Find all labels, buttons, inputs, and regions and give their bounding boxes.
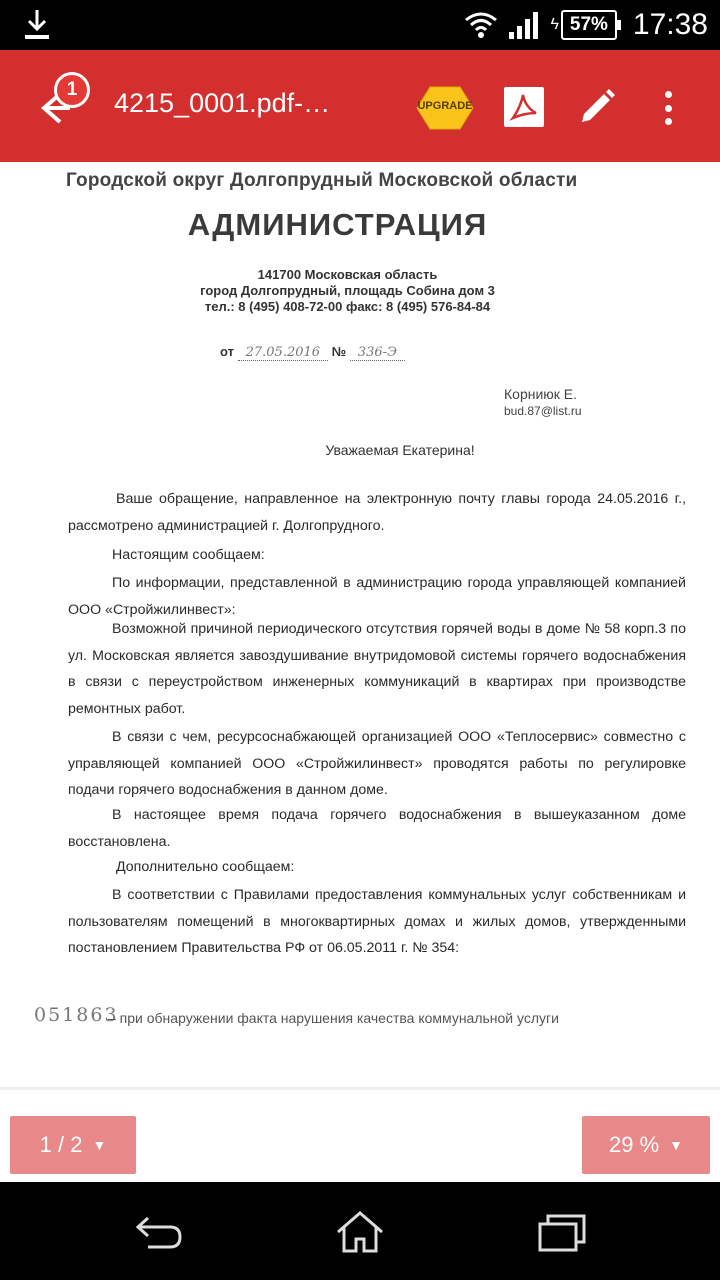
paragraph: Дополнительно сообщаем: xyxy=(116,859,295,875)
paragraph: Настоящим сообщаем: xyxy=(112,547,265,563)
date-prefix: от xyxy=(220,344,234,359)
clock: 17:38 xyxy=(632,8,708,41)
greeting: Уважаемая Екатерина! xyxy=(325,442,475,458)
address-line-2: город Долгопрудный, площадь Собина дом 3 xyxy=(200,283,495,298)
paragraph: В связи с чем, ресурсоснабжающей организацией ООО «Теплосервис» совместно с управляющей компанией ООО «Стройжилинвест» проводятся работы по регулировке подачи горячего водоснабжения в данном доме. xyxy=(68,729,686,798)
upgrade-label: UPGRADE xyxy=(417,100,473,112)
battery-icon xyxy=(561,10,617,40)
address-line-1: 141700 Московская область xyxy=(257,267,438,282)
recipient-email: bud.87@list.ru xyxy=(504,404,582,418)
letterhead-org: АДМИНИСТРАЦИЯ xyxy=(187,207,488,242)
status-bar xyxy=(0,0,720,50)
nav-home-icon[interactable] xyxy=(332,1210,388,1254)
nav-recent-apps-icon[interactable] xyxy=(534,1210,590,1254)
pdf-button[interactable] xyxy=(504,87,544,127)
letterhead-region: Городской округ Долгопрудный Московской области xyxy=(66,170,578,191)
address-line-3: тел.: 8 (495) 408-72-00 факс: 8 (495) 576-84-84 xyxy=(204,299,491,314)
edit-pencil-icon[interactable] xyxy=(576,86,618,128)
system-nav-bar xyxy=(0,1182,720,1280)
paragraph: По информации, представленной в администрацию города управляющей компанией ООО «Стройжилинвест»: xyxy=(68,575,686,618)
battery-level: 57% xyxy=(569,14,608,35)
chevron-down-icon: ▼ xyxy=(92,1137,107,1153)
page-indicator: 1 / 2 xyxy=(39,1132,83,1157)
chevron-down-icon: ▼ xyxy=(669,1137,683,1153)
wifi-icon xyxy=(464,10,498,40)
handwritten-number: 336-Э xyxy=(350,345,405,361)
handwritten-date: 27.05.2016 xyxy=(238,345,328,361)
pdf-viewer[interactable] xyxy=(0,162,720,1182)
charging-icon: ϟ xyxy=(550,16,559,33)
notification-badge[interactable]: 1 xyxy=(54,72,90,108)
upgrade-button[interactable] xyxy=(416,86,474,130)
battery-indicator xyxy=(550,10,616,40)
pdf-page-1 xyxy=(0,162,720,1087)
paragraph: Ваше обращение, направленное на электронную почту главы города 24.05.2016 г., рассмотрено администрацией г. Долгопрудного. xyxy=(68,491,686,534)
zoom-selector-button[interactable] xyxy=(582,1116,710,1174)
recipient-name: Корниюк Е. xyxy=(504,386,578,402)
page-2-partial-text: – при обнаружении факта нарушения качества коммунальной услуги xyxy=(108,1010,559,1026)
zoom-level: 29 % xyxy=(608,1132,660,1157)
number-prefix: № xyxy=(331,344,347,359)
nav-back-icon[interactable] xyxy=(130,1210,186,1254)
outgoing-date-line xyxy=(220,344,405,360)
app-toolbar xyxy=(0,50,720,162)
download-icon xyxy=(22,8,52,42)
pdf-icon xyxy=(508,91,540,123)
document-serial-number: 051863 xyxy=(34,1004,119,1026)
paragraph: Возможной причиной периодического отсутствия горячей воды в доме № 58 корп.3 по ул. Московская является завоздушивание внутридомовой системы горячего водоснабжения в связи с переустройством инженерных коммуникаций в квартирах при производстве ремонтных работ. xyxy=(68,621,686,717)
more-options-icon[interactable] xyxy=(654,88,682,128)
page-selector-button[interactable] xyxy=(10,1116,136,1174)
paragraph: В соответствии с Правилами предоставления коммунальных услуг собственникам и пользователям помещений в многоквартирных домах и жилых домов, утвержденными постановлением Правительства РФ от 06.05.2011 г. № 354: xyxy=(68,887,686,956)
document-title: 4215_0001.pdf-… xyxy=(114,88,331,118)
signal-icon xyxy=(508,10,540,40)
paragraph: В настоящее время подача горячего водоснабжения в вышеуказанном доме восстановлена. xyxy=(68,807,686,850)
